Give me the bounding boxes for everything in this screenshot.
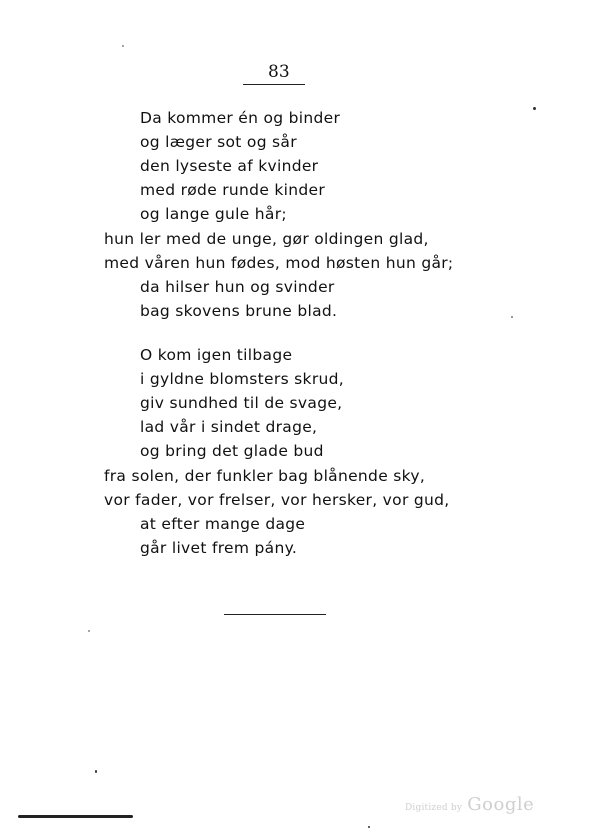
poem-line: med røde runde kinder [140,181,326,199]
header-rule [243,84,305,85]
poem-line: den lyseste af kvinder [140,157,319,175]
poem-line: hun ler med de unge, gør oldingen glad, [104,230,429,248]
page-number: 83 [268,62,290,82]
scan-speck [88,630,90,632]
poem-line: da hilser hun og svinder [140,278,335,296]
scan-speck [533,107,536,110]
poem-line: at efter mange dage [140,515,306,533]
poem-line: og bring det glade bud [140,442,324,460]
poem-line: og lange gule hår; [140,205,287,223]
poem-line: fra solen, der funkler bag blånende sky, [104,467,426,485]
poem-line: og læger sot og sår [140,133,297,151]
poem-line: bag skovens brune blad. [140,302,338,320]
poem-line: Da kommer én og binder [140,109,341,127]
scan-speck [122,45,124,47]
poem-line: med våren hun fødes, mod høsten hun går; [104,254,454,272]
poem-line: går livet frem pány. [140,539,298,557]
scan-speck [95,770,97,773]
poem-line: O kom igen tilbage [140,346,293,364]
poem-line: vor fader, vor frelser, vor hersker, vor gud, [104,491,450,509]
scan-mark [18,815,133,818]
watermark-prefix: Digitized by [405,803,463,813]
watermark-brand: Google [467,794,535,815]
scan-speck [368,826,370,828]
watermark [405,794,534,815]
scan-speck [511,316,513,318]
poem-line: i gyldne blomsters skrud, [140,370,344,388]
end-rule [224,614,326,615]
poem-line: lad vår i sindet drage, [140,418,318,436]
poem-line: giv sundhed til de svage, [140,394,343,412]
